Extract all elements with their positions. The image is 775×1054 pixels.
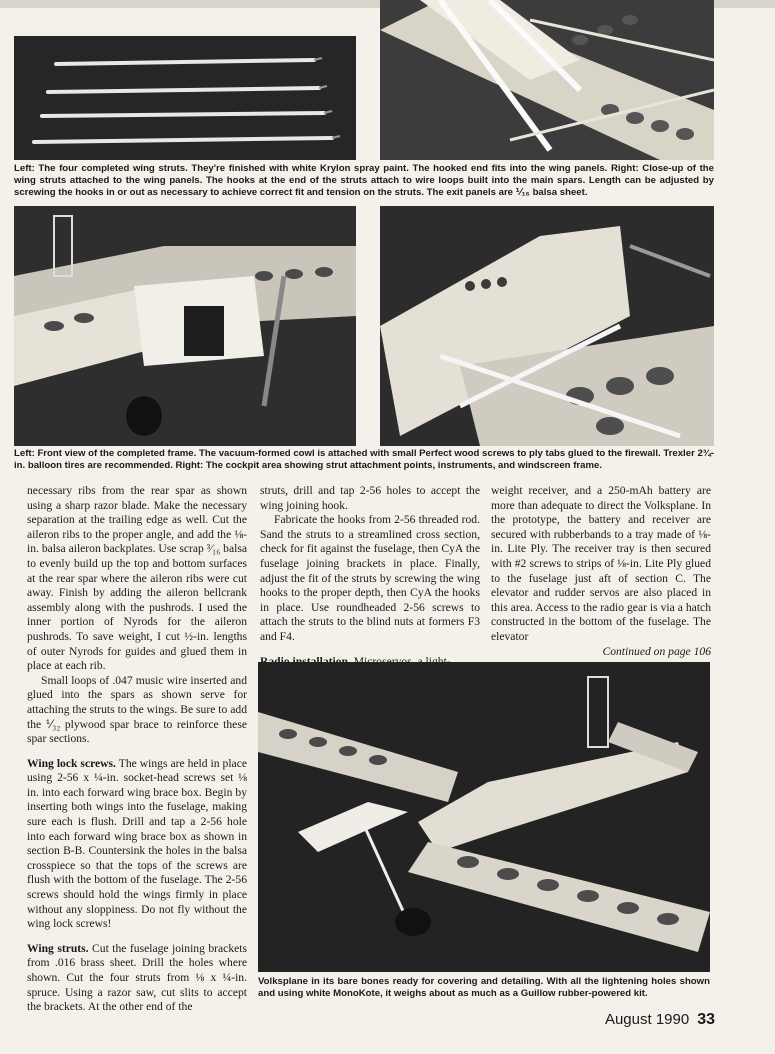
- col1-paragraph-1: necessary ribs from the rear spar as shown using a sharp razor blade. Make the necessary separation at the trailing edge as well. Cut the aileron ribs to the proper angle, and add the ⅛-in. balsa aileron backplates. Use scrap ³⁄₁₆ balsa to evenly build up the top and bottom surfaces at the rear spar where the aileron ribs were cut away. Finish by adding the aileron bellcrank assembly along with the pushrods. I used the inner portion of Nyrods for the aileron pushrods. To save weight, I cut ½-in. lengths of outer Nyrods for guides and glued them in place at each rib.: [27, 484, 247, 673]
- photo-volksplane-frame: [258, 662, 710, 972]
- col2-paragraph-1: struts, drill and tap 2-56 holes to accept the wing joining hook.: [260, 484, 480, 512]
- heading-wing-struts: Wing struts.: [27, 941, 89, 955]
- issue-date: August 1990: [604, 1011, 690, 1028]
- article-column-3: [491, 484, 711, 659]
- article-column-1: [27, 484, 247, 1015]
- page-footer: [605, 1011, 715, 1029]
- article-column-2: [260, 484, 480, 669]
- continued-note: Continued on page 106: [602, 644, 711, 658]
- col3-paragraph-1: weight receiver, and a 250-mAh battery are more than adequate to direct the Volksplane. In the prototype, the battery and receiver are secured with rubberbands to a tray made of ⅛-in. Lite Ply. The receiver tray is then secured with #2 screws to strips of ⅛-in. Lite Ply glued to the fuselage just aft of section C. The elevator and rudder servos are also placed in this area. Access to the radio gear is via a hatch constructed in the bottom of the fuselage. The elevator: [491, 484, 711, 643]
- col2-paragraph-2: Fabricate the hooks from 2-56 threaded rod. Sand the struts to a streamlined cross section, check for fit against the fuselage, then CyA the fuselage joining brackets in place. Finally, adjust the fit of the struts by screwing the wing hooks to the proper depth, then CyA the hooks in place. Use roundheaded 2-56 screws to attach the struts to the blind nuts at formers F3 and F4.: [260, 513, 480, 643]
- photo-front-view: [14, 206, 356, 446]
- caption-middle: Left: Front view of the completed frame. The vacuum-formed cowl is attached with small Perfect wood screws to ply tabs glued to the firewall. Trexler 2¾-in. balloon tires are recommended. Right: The cockpit area showing strut attachment points, instruments, and windscreen frame.: [14, 448, 714, 471]
- col1-paragraph-4: Wing struts. Cut the fuselage joining brackets from .016 brass sheet. Drill the holes where shown. Cut the four struts from ⅛ x ¼-in. spruce. Using a razor saw, cut slits to accept the brackets. At the other end of the: [27, 941, 247, 1014]
- photo-strut-closeup: [380, 0, 714, 160]
- heading-wing-lock-screws: Wing lock screws.: [27, 756, 116, 770]
- col1-paragraph-2: Small loops of .047 music wire inserted and glued into the spars as shown serve for attaching the struts to the wings. Be sure to add the ⅟₃₂ plywood spar brace to reinforce these spar sections.: [27, 673, 247, 746]
- page-number: 33: [697, 1011, 715, 1028]
- caption-bottom: Volksplane in its bare bones ready for covering and detailing. With all the lightening holes shown and using white MonoKote, it weighs about as much as a Guillow rubber-powered kit.: [258, 976, 710, 999]
- photo-wing-struts: [14, 36, 356, 160]
- caption-top: Left: The four completed wing struts. They're finished with white Krylon spray paint. The hooked end fits into the wing panels. Right: Close-up of the wing struts attached to the wing panels. The hooks at the end of the struts attach to wire loops built into the main spars. Length can be adjusted by screwing the hooks in or out as necessary to achieve correct fit and tension on the struts. The exit panels are ⅟₁₆ balsa sheet.: [14, 163, 714, 198]
- col1-paragraph-3: Wing lock screws. The wings are held in place using 2-56 x ¼-in. socket-head screws set ⅛ in. into each forward wing brace box. Begin by inserting both wings into the fuselage, making sure each is flush. Drill and tap a 2-56 hole into each forward wing brace box as shown in section B-B. Countersink the holes in the balsa crosspiece so that the tops of the screws are flush with the bottom of the fuselage. The 2-56 screws should hold the wings firmly in place without any sloppiness. Do not fly without the wing lock screws!: [27, 756, 247, 931]
- photo-cockpit: [380, 206, 714, 446]
